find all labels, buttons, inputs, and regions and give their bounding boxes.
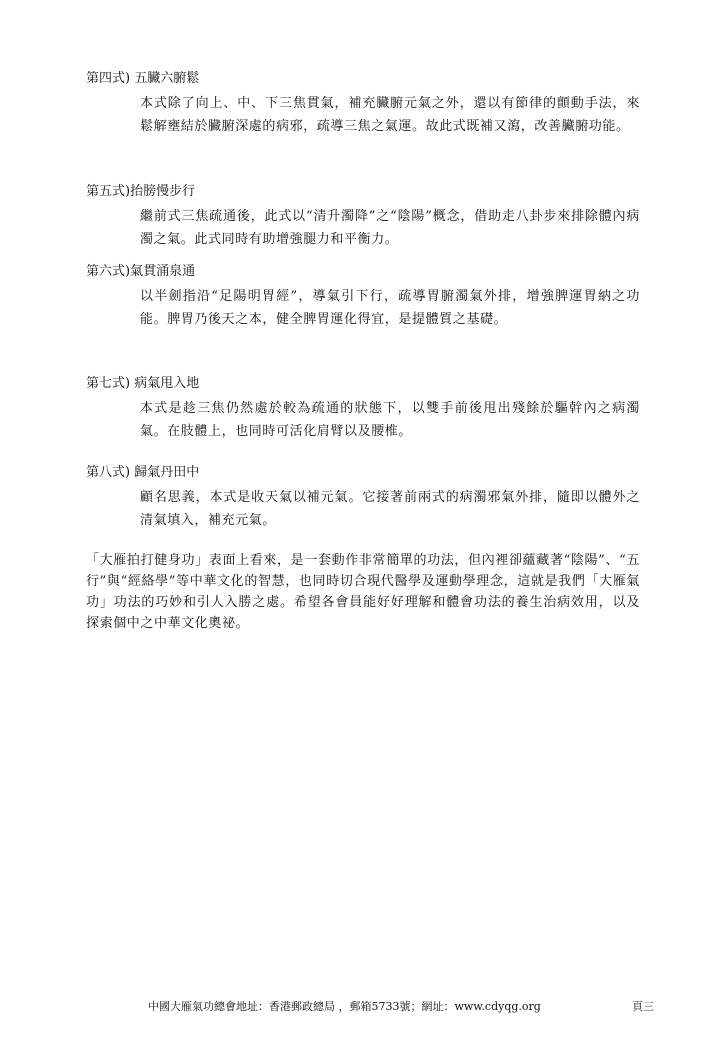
section-form-7 (86, 374, 646, 443)
section-body: 顧名思義，本式是收天氣以補元氣。它接著前兩式的病濁邪氣外排，隨即以體外之清氣填入，補充元氣。 (140, 490, 640, 528)
section-body: 以半劍指沿“足陽明胃經”，導氣引下行，疏導胃腑濁氣外排，增強脾運胃納之功能。脾胃乃後天之本，健全脾胃運化得宜，是提體質之基礎。 (140, 289, 640, 327)
section-title: 第四式) 五臟六腑鬆 (86, 71, 200, 86)
closing-paragraph: 「大雁拍打健身功」表面上看來，是一套動作非常簡單的功法，但內裡卻蘊藏著“陰陽”、“五行”與“經絡學”等中華文化的智慧，也同時切合現代醫學及運動學理念，這就是我們「大雁氣功」功法的巧妙和引人入勝之處。希望各會員能好好理解和體會功法的養生治病效用，以及探索個中之中華文化奧祕。 (86, 553, 640, 631)
section-form-8 (86, 463, 646, 532)
section-body: 本式除了向上、中、下三焦貫氣，補充臟腑元氣之外，還以有節律的顫動手法，來鬆解壅結於臟腑深處的病邪，疏導三焦之氣運。故此式既補又瀉，改善臟腑功能。 (140, 96, 640, 134)
section-form-6 (86, 262, 646, 331)
section-title: 第八式) 歸氣丹田中 (86, 465, 200, 480)
section-title: 第六式)氣貫涌泉通 (86, 264, 196, 279)
footer-address: 中國大雁氣功總會地址：香港郵政總局 ，郵箱5733號；網址：www.cdyqg.org (148, 1000, 541, 1013)
page-number: 頁三 (632, 1000, 654, 1013)
section-form-4 (86, 69, 646, 138)
section-body: 繼前式三焦疏通後，此式以“清升濁降”之“陰陽”概念，借助走八卦步來排除體內病濁之氣。此式同時有助增強腿力和平衡力。 (140, 209, 640, 247)
section-title: 第七式) 病氣甩入地 (86, 376, 200, 391)
section-body: 本式是趁三焦仍然處於較為疏通的狀態下，以雙手前後甩出殘餘於驅幹內之病濁氣。在肢體上，也同時可活化肩臂以及腰椎。 (140, 401, 640, 439)
section-form-5 (86, 182, 646, 251)
section-title: 第五式)抬膀慢步行 (86, 184, 196, 199)
